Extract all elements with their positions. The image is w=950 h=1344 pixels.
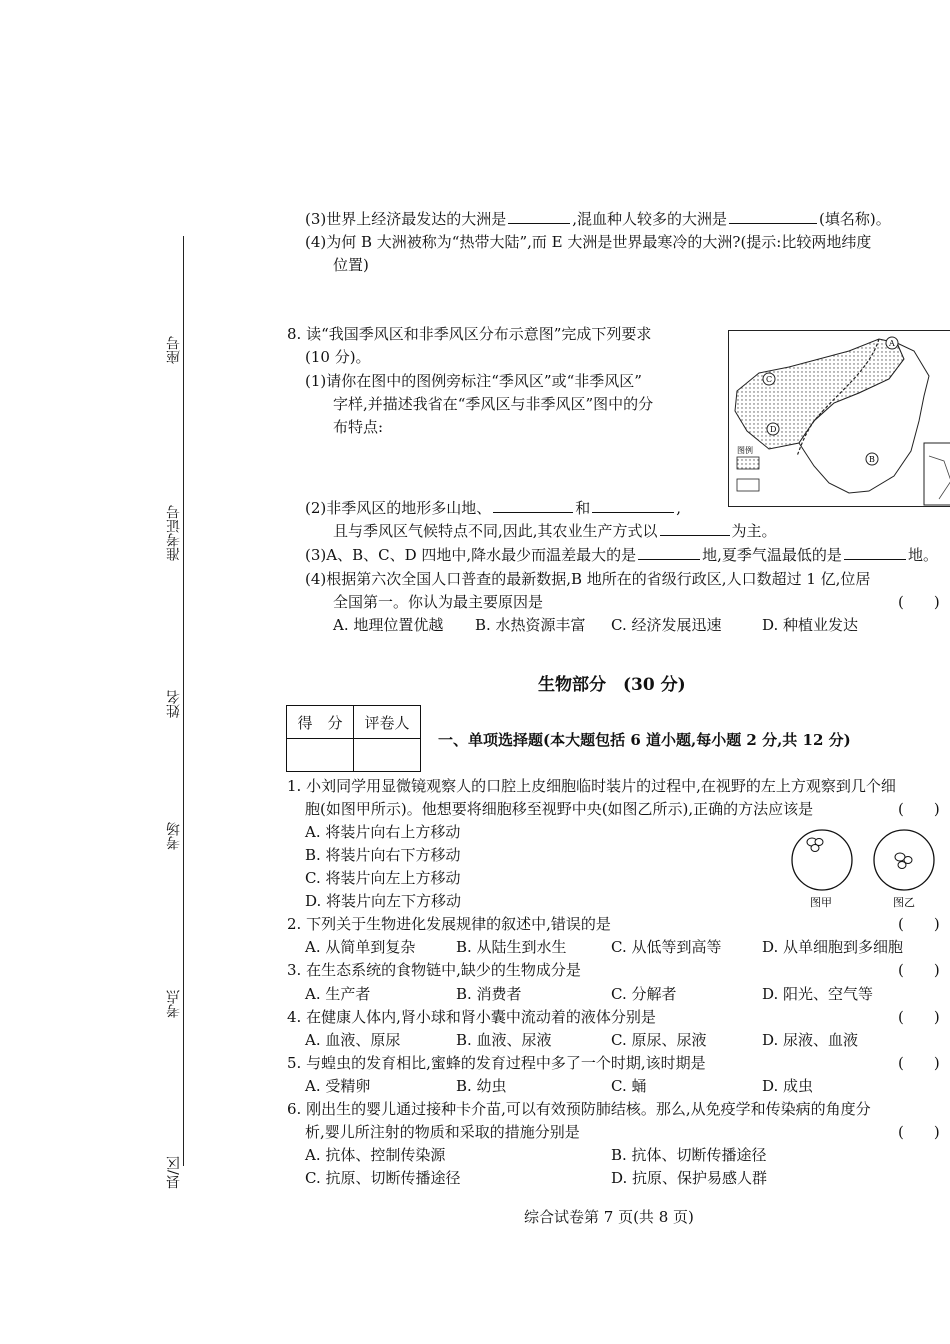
score-cell[interactable]: [287, 739, 354, 772]
exam-site-label: 考点: [166, 990, 182, 1018]
bio-q5-stem: 5. 与蝗虫的发育相比,蜜蜂的发育过程中多了一个时期,该时期是: [287, 1054, 706, 1072]
legend-title: 图例: [737, 446, 753, 455]
bio-q6-option-a[interactable]: A. 抗体、控制传染源: [305, 1146, 446, 1164]
seat-number-label: 座号: [166, 336, 182, 364]
geo-q8-stem: 8. 读“我国季风区和非季风区分布示意图”完成下列要求: [287, 325, 652, 343]
bio-q2-option-c[interactable]: C. 从低等到高等: [611, 938, 722, 956]
bio-q5-option-c[interactable]: C. 蛹: [611, 1077, 647, 1095]
legend-box-non-monsoon: [737, 479, 759, 491]
bio-q5-option-a[interactable]: A. 受精卵: [305, 1077, 371, 1095]
bio-q6-option-c[interactable]: C. 抗原、切断传播途径: [305, 1169, 461, 1187]
geo-q8-p4-line1: (4)根据第六次全国人口普查的最新数据,B 地所在的省级行政区,人口数超过 1 亿,位居: [305, 570, 871, 588]
bio-q2-option-b[interactable]: B. 从陆生到水生: [456, 938, 567, 956]
score-table: [286, 705, 421, 772]
bio-q6-line1: 6. 刚出生的婴儿通过接种卡介苗,可以有效预防肺结核。那么,从免疫学和传染病的角度分: [287, 1100, 871, 1118]
page-footer: 综合试卷第 7 页(共 8 页): [524, 1208, 694, 1226]
bio-q4-option-a[interactable]: A. 血液、原尿: [305, 1031, 401, 1049]
bio-q1-option-b[interactable]: B. 将装片向右下方移动: [305, 846, 461, 864]
bio-q4-stem: 4. 在健康人体内,肾小球和肾小囊中流动着的液体分别是: [287, 1008, 656, 1026]
bio-q5-option-d[interactable]: D. 成虫: [762, 1077, 814, 1095]
bio-q3-answer-paren[interactable]: ( ): [898, 961, 940, 979]
bio-q1-line2: 胞(如图甲所示)。他想要将细胞移至视野中央(如图乙所示),正确的方法应该是: [305, 800, 814, 818]
bio-q4-option-b[interactable]: B. 血液、尿液: [456, 1031, 552, 1049]
bio-q1-option-a[interactable]: A. 将装片向右上方移动: [305, 823, 461, 841]
geo-q8-p2-line2: 且与季风区气候特点不同,因此,其农业生产方式以 为主。: [333, 522, 777, 540]
bio-q3-stem: 3. 在生态系统的食物链中,缺少的生物成分是: [287, 961, 581, 979]
biology-section-title: 生物部分 (30 分): [538, 675, 686, 695]
bio-q4-answer-paren[interactable]: ( ): [898, 1008, 940, 1026]
geo-q7-4-line1: (4)为何 B 大洲被称为“热带大陆”,而 E 大洲是世界最寒冷的大洲?(提示:比较两地纬度: [305, 233, 872, 251]
bio-q1-line1: 1. 小刘同学用显微镜观察人的口腔上皮细胞临时装片的过程中,在视野的左上方观察到几个细: [287, 777, 896, 795]
bio-q6-option-b[interactable]: B. 抗体、切断传播途径: [611, 1146, 767, 1164]
bio-q1-answer-paren[interactable]: ( ): [898, 800, 940, 818]
bio-q5-answer-paren[interactable]: ( ): [898, 1054, 940, 1072]
bio-q4-option-d[interactable]: D. 尿液、血液: [762, 1031, 859, 1049]
geo-q8-p2-line1: (2)非季风区的地形多山地、 和 ,: [305, 499, 682, 517]
grader-header: 评卷人: [354, 706, 421, 739]
monsoon-map-figure: [728, 330, 950, 507]
geo-q8-p1-line3: 布特点:: [333, 418, 384, 436]
bio-q6-answer-paren[interactable]: ( ): [898, 1123, 940, 1141]
county-label: 县/区: [166, 1156, 182, 1189]
map-label-b: B: [869, 455, 875, 464]
china-map-illustration: [729, 331, 950, 506]
geo-q7-4-line2: 位置): [333, 256, 369, 274]
geo-q8-p3: (3)A、B、C、D 四地中,降水最少而温差最大的是 地,夏季气温最低的是 地。: [305, 546, 938, 564]
fig-jia-label: 图甲: [810, 896, 832, 909]
bio-q2-answer-paren[interactable]: ( ): [898, 915, 940, 933]
geo-q8-score: (10 分)。: [305, 348, 371, 366]
bio-q3-option-d[interactable]: D. 阳光、空气等: [762, 985, 874, 1003]
legend-box-monsoon: [737, 457, 759, 469]
geo-q8-p4-option-c[interactable]: C. 经济发展迅速: [611, 616, 722, 634]
score-header: 得 分: [287, 706, 354, 739]
geo-q8-p1-line2: 字样,并描述我省在“季风区与非季风区”图中的分: [333, 395, 654, 413]
map-label-c: C: [766, 375, 773, 384]
microscope-field-figure: [790, 820, 950, 912]
bio-q3-option-a[interactable]: A. 生产者: [305, 985, 371, 1003]
bio-q1-option-d[interactable]: D. 将装片向左下方移动: [305, 892, 462, 910]
map-label-d: D: [770, 425, 777, 434]
geo-q8-p4-option-a[interactable]: A. 地理位置优越: [333, 616, 444, 634]
bio-q2-option-d[interactable]: D. 从单细胞到多细胞: [762, 938, 904, 956]
bio-q3-option-c[interactable]: C. 分解者: [611, 985, 677, 1003]
bio-q3-option-b[interactable]: B. 消费者: [456, 985, 522, 1003]
exam-room-label: 考场: [166, 822, 182, 850]
geo-q8-p4-line2: 全国第一。你认为最主要原因是: [333, 593, 544, 611]
geo-q7-3: (3)世界上经济最发达的大洲是 ,混血种人较多的大洲是 (填名称)。: [305, 210, 891, 228]
bio-q6-line2: 析,婴儿所注射的物质和采取的措施分别是: [305, 1123, 580, 1141]
geo-q8-p4-option-b[interactable]: B. 水热资源丰富: [475, 616, 586, 634]
inset-map-box: [924, 443, 950, 505]
bio-q2-option-a[interactable]: A. 从简单到复杂: [305, 938, 416, 956]
geo-q8-p1-line1: (1)请你在图中的图例旁标注“季风区”或“非季风区”: [305, 372, 642, 390]
geo-q8-p4-answer-paren[interactable]: ( ): [898, 593, 940, 611]
exam-id-label: 准考证号: [166, 505, 182, 561]
bio-q5-option-b[interactable]: B. 幼虫: [456, 1077, 507, 1095]
grader-cell[interactable]: [354, 739, 421, 772]
bio-q1-option-c[interactable]: C. 将装片向左上方移动: [305, 869, 461, 887]
bio-section-heading: 一、单项选择题(本大题包括 6 道小题,每小题 2 分,共 12 分): [438, 731, 851, 749]
fig-yi-label: 图乙: [893, 896, 915, 909]
map-label-a: A: [889, 339, 895, 348]
name-label: 姓名: [166, 690, 182, 718]
bio-q4-option-c[interactable]: C. 原尿、尿液: [611, 1031, 707, 1049]
field-jia-circle: [792, 830, 852, 890]
geo-q8-p4-option-d[interactable]: D. 种植业发达: [762, 616, 859, 634]
bio-q2-stem: 2. 下列关于生物进化发展规律的叙述中,错误的是: [287, 915, 611, 933]
bio-q6-option-d[interactable]: D. 抗原、保护易感人群: [611, 1169, 768, 1187]
